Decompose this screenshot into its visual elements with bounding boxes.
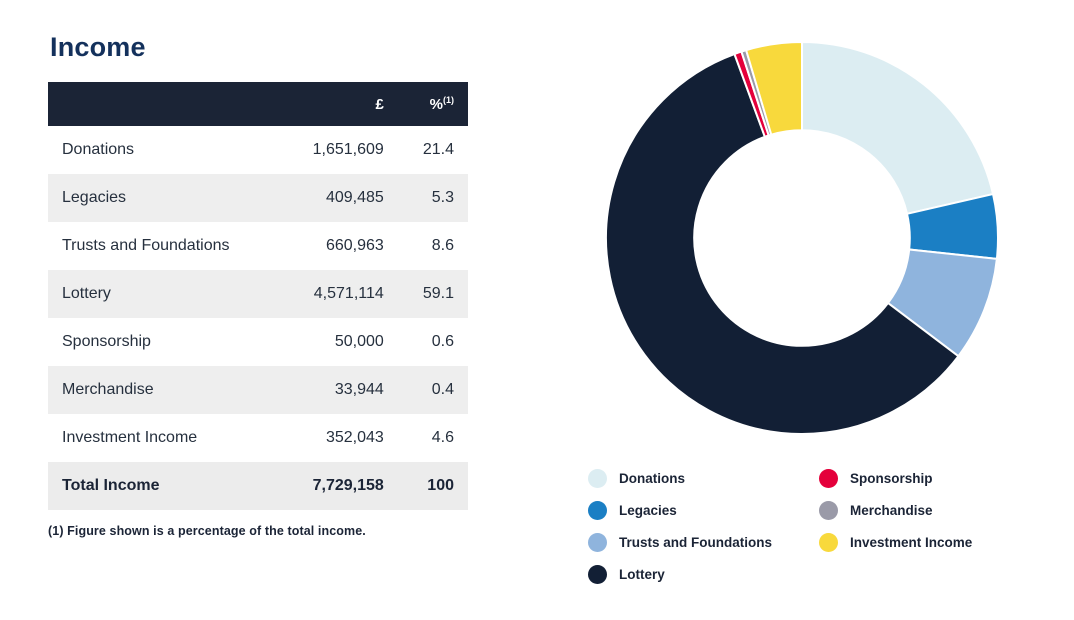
legend-item-lottery [588, 565, 803, 584]
row-amount: 660,963 [325, 237, 384, 254]
row-label: Lottery [48, 270, 280, 318]
donut-slice-donations [802, 42, 993, 214]
legend-item-sponsorship [819, 469, 1034, 488]
legend-item-investment-income [819, 533, 1034, 552]
row-amount: 50,000 [334, 333, 384, 350]
legend-label: Investment Income [850, 534, 973, 550]
row-percent: 5.3 [398, 174, 468, 222]
row-percent: 0.4 [398, 366, 468, 414]
total-amount: 7,729,158 [280, 462, 398, 510]
table-body [48, 126, 468, 510]
table-row [48, 414, 468, 462]
table-row [48, 270, 468, 318]
table-total-row [48, 462, 468, 510]
row-label: Trusts and Foundations [62, 237, 230, 254]
column-header-percent-label: % [429, 96, 443, 113]
legend-swatch-icon [819, 501, 838, 520]
legend-label: Sponsorship [850, 470, 933, 486]
legend-label: Lottery [619, 566, 665, 582]
total-label: Total Income [48, 462, 280, 510]
legend-swatch-icon [819, 533, 838, 552]
table-row [48, 318, 468, 366]
row-label: Merchandise [48, 366, 280, 414]
row-amount: 1,651,609 [312, 141, 384, 158]
page-title: Income [50, 32, 146, 62]
row-amount: 4,571,114 [280, 270, 398, 318]
legend-item-legacies [588, 501, 803, 520]
legend-swatch-icon [588, 501, 607, 520]
row-amount: 33,944 [280, 366, 398, 414]
income-chart-panel [552, 18, 1052, 598]
row-label: Donations [62, 141, 135, 158]
table-footnote: (1) Figure shown is a percentage of the total income. [48, 524, 366, 538]
table-row [48, 126, 468, 174]
row-amount: 409,485 [280, 174, 398, 222]
row-label: Sponsorship [62, 333, 151, 350]
legend-swatch-icon [588, 533, 607, 552]
donut-slices [606, 42, 998, 434]
legend-label: Trusts and Foundations [619, 534, 773, 550]
legend-swatch-icon [588, 469, 607, 488]
donut-chart [592, 28, 1012, 448]
table-row [48, 366, 468, 414]
income-table [48, 82, 468, 510]
row-label: Legacies [48, 174, 280, 222]
column-header-category [48, 82, 280, 126]
table-header [48, 82, 468, 126]
row-label: Investment Income [62, 429, 198, 446]
row-amount: 352,043 [325, 429, 384, 446]
legend-swatch-icon [819, 469, 838, 488]
income-table-panel [48, 32, 468, 538]
column-header-percent [398, 82, 468, 126]
legend-label: Donations [619, 470, 685, 486]
legend-item-donations [588, 469, 803, 488]
row-percent: 21.4 [422, 141, 454, 158]
table-row [48, 174, 468, 222]
legend-label: Merchandise [850, 502, 933, 518]
row-percent: 0.6 [431, 333, 454, 350]
legend-item-trusts-and-foundations [588, 533, 803, 552]
row-percent: 4.6 [431, 429, 454, 446]
footnote-marker: (1) [443, 95, 454, 105]
table-header-row [48, 82, 468, 126]
legend-label: Legacies [619, 502, 677, 518]
donut-chart-svg [592, 28, 1012, 448]
table-row [48, 222, 468, 270]
row-percent: 8.6 [431, 237, 454, 254]
total-percent: 100 [398, 462, 468, 510]
legend-item-merchandise [819, 501, 1034, 520]
legend-swatch-icon [588, 565, 607, 584]
chart-legend [588, 462, 1048, 590]
row-percent: 59.1 [398, 270, 468, 318]
column-header-amount: £ [280, 82, 398, 126]
